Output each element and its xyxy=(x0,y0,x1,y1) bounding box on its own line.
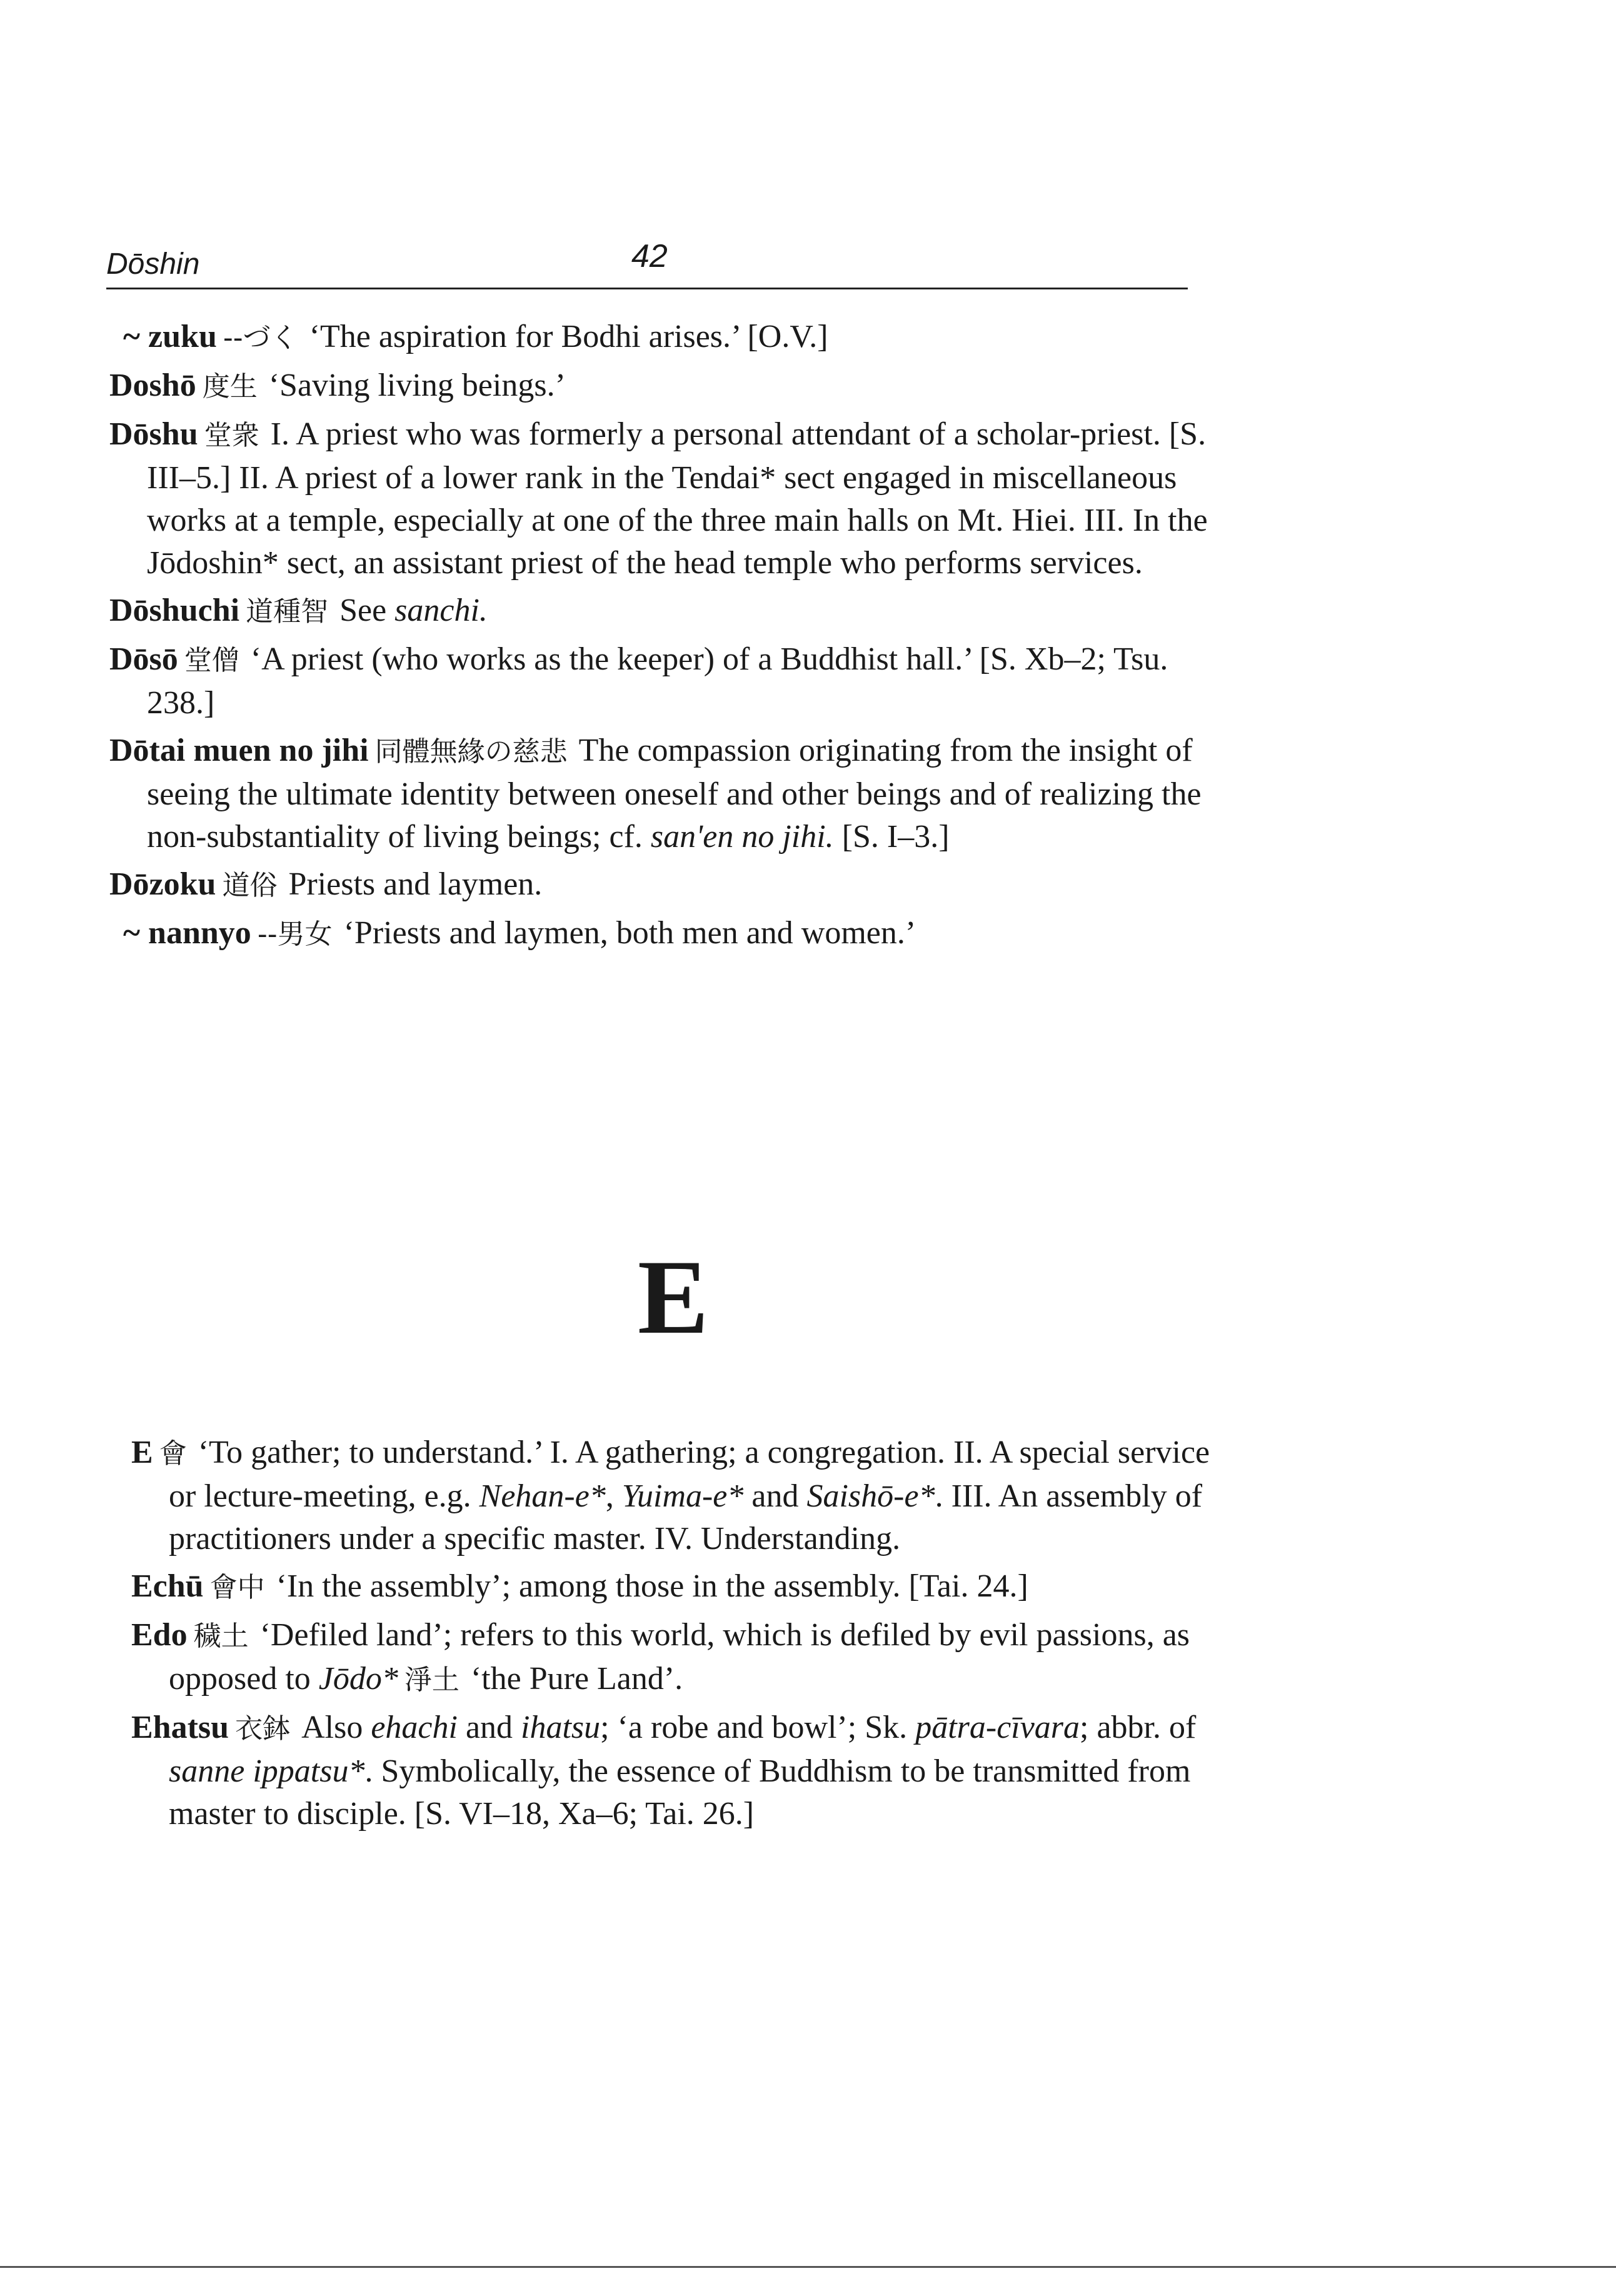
cross-reference: Yuima-e* xyxy=(621,1478,744,1514)
cross-reference: pātra-cīvara xyxy=(915,1710,1080,1745)
entry-headword: Dōzoku xyxy=(109,866,216,902)
entry-edo xyxy=(131,1614,1232,1702)
section-letter-heading: E xyxy=(638,1238,709,1356)
entry-headword: Dōshuchi xyxy=(109,593,240,628)
running-head-word: Dōshin xyxy=(106,248,200,281)
entry-headword: nannyo xyxy=(148,915,251,951)
entry-definition: . Symbolically, the essence of Buddhism to be transmitted from master to disciple. [S. VI–18, Xa–6; Tai. 26.] xyxy=(169,1753,1191,1832)
tilde-mark: ~ xyxy=(123,319,141,354)
entries-e-section xyxy=(131,1431,1232,1840)
entry-definition: ‘the Pure Land’. xyxy=(470,1661,683,1697)
entry-definition: , xyxy=(605,1478,622,1514)
entry-e xyxy=(131,1431,1232,1560)
entry-definition: See xyxy=(339,593,395,628)
cross-reference: sanne ippatsu* xyxy=(169,1753,365,1789)
entry-definition: ‘Defiled land’; refers to this world, which is defiled by evil passions, as opposed to xyxy=(169,1617,1190,1697)
cross-reference: san'en no jihi. xyxy=(650,819,834,855)
cross-reference: ihatsu xyxy=(521,1710,601,1745)
entry-kanji: 道種智 xyxy=(246,596,329,628)
cross-reference: Jōdo* xyxy=(318,1661,398,1697)
entry-headword: Ehatsu xyxy=(131,1710,229,1745)
entry-kanji: 穢土 xyxy=(193,1620,249,1652)
entries-d-section xyxy=(109,316,1210,961)
cross-reference: Nehan-e* xyxy=(479,1478,606,1514)
entry-doshuchi xyxy=(109,589,1210,633)
entry-definition: and xyxy=(743,1478,807,1514)
entry-definition: Also xyxy=(301,1710,371,1745)
entry-kanji: 衣鉢 xyxy=(235,1713,291,1745)
entry-definition: . III. An assembly of practitioners under a specific master. IV. Understanding. xyxy=(169,1478,1203,1557)
entry-headword: Edo xyxy=(131,1617,188,1653)
entry-definition: The compassion originating from the insight of seeing the ultimate identity between oneself and other beings and of realizing the non-substantiality of living beings; cf. xyxy=(147,733,1202,855)
entry-dozoku-nannyo xyxy=(123,912,1210,956)
entry-headword: Dōtai muen no jihi xyxy=(109,733,369,768)
entry-doshu xyxy=(109,413,1210,584)
entry-shin-zuku xyxy=(123,316,1210,359)
entry-headword: Echū xyxy=(131,1568,204,1604)
entry-dozoku xyxy=(109,863,1210,907)
entry-definition: ; abbr. of xyxy=(1080,1710,1197,1745)
entry-definition: Priests and laymen. xyxy=(288,866,543,902)
entry-kanji: 堂僧 xyxy=(184,644,239,676)
entry-definition: ‘To gather; to understand.’ I. A gathering; a congregation. II. A special service or lecture-meeting, e.g. xyxy=(169,1435,1210,1514)
entry-ehatsu xyxy=(131,1707,1232,1835)
cross-reference: sanchi. xyxy=(394,593,488,628)
entry-definition: ‘A priest (who works as the keeper) of a Buddhist hall.’ [S. Xb–2; Tsu. 238.] xyxy=(147,641,1168,721)
entry-headword: Dōshu xyxy=(109,416,198,452)
entry-definition: and xyxy=(457,1710,521,1745)
entry-definition: ‘In the assembly’; among those in the assembly. [Tai. 24.] xyxy=(276,1568,1028,1604)
entry-echu xyxy=(131,1565,1232,1609)
entry-headword: Dōsō xyxy=(109,641,178,677)
cross-reference: ehachi xyxy=(371,1710,458,1745)
page-number: 42 xyxy=(631,238,668,274)
entry-kanji: 會 xyxy=(159,1438,187,1470)
entry-definition: ‘The aspiration for Bodhi arises.’ [O.V.] xyxy=(309,319,828,354)
entry-definition: ‘Priests and laymen, both men and women.’ xyxy=(343,915,916,951)
entry-definition: ; ‘a robe and bowl’; Sk. xyxy=(600,1710,916,1745)
entry-kanji: 同體無緣の慈悲 xyxy=(374,736,568,768)
entry-doso xyxy=(109,638,1210,724)
footer-rule xyxy=(0,2266,1616,2268)
entry-kanji: 淨土 xyxy=(404,1664,459,1696)
entry-kanji: 道俗 xyxy=(222,870,278,901)
entry-kanji: 度生 xyxy=(202,371,258,403)
entry-definition: I. A priest who was formerly a personal attendant of a scholar-priest. [S. III–5.] II. A priest of a lower rank in the Tendai* sect engaged in miscellaneous works at a temple, especially at one of the three main halls on Mt. Hiei. III. In the Jōdoshin* sect, an assistant priest of the head temple who performs services. xyxy=(147,416,1208,581)
entry-kanji: 會中 xyxy=(209,1572,265,1603)
entry-source: [S. I–3.] xyxy=(833,819,950,855)
entry-kanji: --男女 xyxy=(257,918,333,950)
entry-kanji: 堂衆 xyxy=(204,419,259,451)
entry-dotai-muen-no-jihi xyxy=(109,729,1210,858)
entry-headword: E xyxy=(131,1435,153,1470)
entry-kanji: --づく xyxy=(223,322,298,354)
tilde-mark: ~ xyxy=(123,915,141,951)
entry-definition: ‘Saving living beings.’ xyxy=(268,368,566,403)
running-head xyxy=(106,238,1188,289)
cross-reference: Saishō-e* xyxy=(806,1478,935,1514)
entry-dosho xyxy=(109,364,1210,408)
entry-headword: zuku xyxy=(148,319,217,354)
entry-headword: Doshō xyxy=(109,368,196,403)
